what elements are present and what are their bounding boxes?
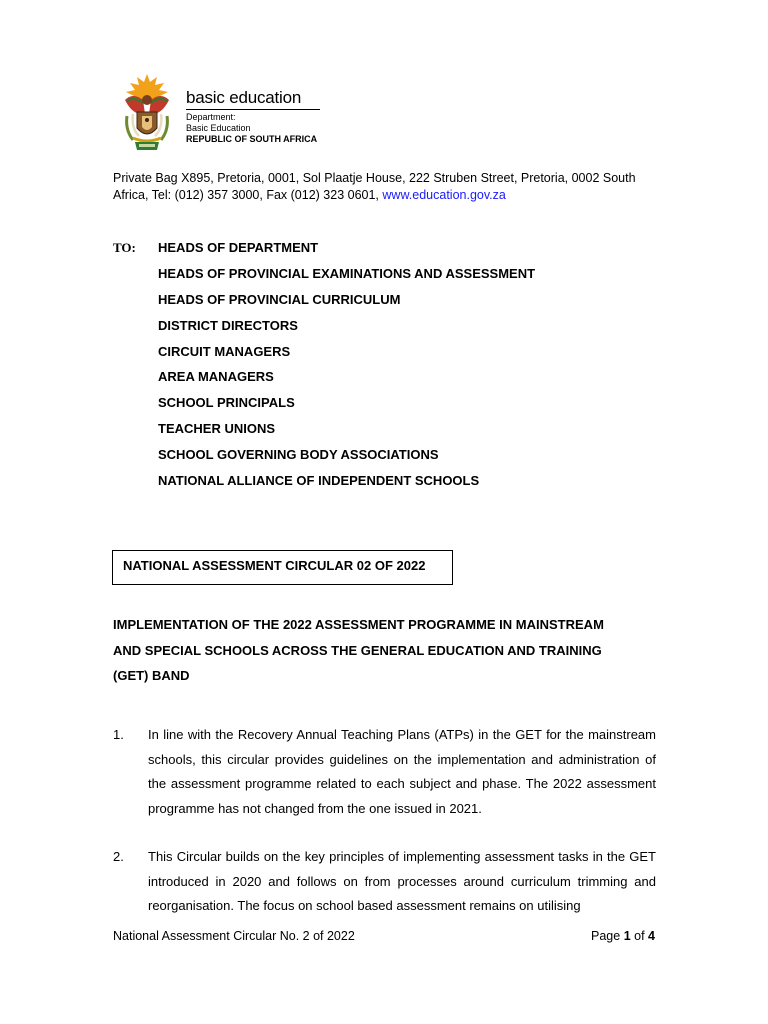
recipient-item: HEADS OF PROVINCIAL EXAMINATIONS AND ASSESSMENT: [158, 265, 536, 281]
recipient-item: CIRCUIT MANAGERS: [158, 343, 291, 359]
paragraph-text: In line with the Recovery Annual Teaching Plans (ATPs) in the GET for the mainstream schools, this circular provides guidelines on the implementation and administration of the assessment programme related to each subject and phase. The 2022 assessment programme has not changed from the one issued in 2021.: [148, 727, 656, 816]
brand-subtitle: [186, 112, 317, 145]
address-block: [113, 170, 653, 204]
coat-of-arms-icon: [119, 70, 175, 154]
brand-line-basic-education: Basic Education: [186, 123, 251, 133]
heading-line: AND SPECIAL SCHOOLS ACROSS THE GENERAL EDUCATION AND TRAINING: [113, 642, 602, 658]
recipients-label: TO:: [113, 240, 136, 255]
recipient-item: AREA MANAGERS: [158, 369, 274, 385]
footer-circular-reference: National Assessment Circular No. 2 of 2022: [113, 929, 355, 943]
recipient-item: TEACHER UNIONS: [158, 421, 276, 437]
page-number: [560, 929, 655, 943]
recipient-item: HEADS OF DEPARTMENT: [158, 240, 319, 255]
page-total: 4: [648, 929, 655, 943]
department-brand: [186, 88, 318, 144]
brand-line-country: REPUBLIC OF SOUTH AFRICA: [186, 134, 318, 144]
website-link[interactable]: www.education.gov.za: [382, 188, 506, 202]
recipient-item: SCHOOL GOVERNING BODY ASSOCIATIONS: [158, 447, 439, 463]
page-current: 1: [623, 929, 631, 943]
brand-divider: [186, 109, 320, 110]
page-of: of: [634, 929, 645, 943]
paragraph-text: This Circular builds on the key principles of implementing assessment tasks in the GET introduced in 2020 and follows on from processes around curriculum trimming and reorganisation. The focus on school based assessment remains on utilising: [148, 849, 656, 913]
circular-title-box: NATIONAL ASSESSMENT CIRCULAR 02 OF 2022: [112, 550, 453, 585]
paragraph-number: 2.: [113, 849, 124, 864]
brand-title: basic education: [186, 88, 302, 107]
heading-line: IMPLEMENTATION OF THE 2022 ASSESSMENT PROGRAMME IN MAINSTREAM: [113, 617, 604, 632]
document-heading: [113, 612, 653, 689]
recipients-list: [158, 239, 535, 498]
paragraph-number: 1.: [113, 727, 124, 742]
recipient-item: DISTRICT DIRECTORS: [158, 317, 298, 333]
page-word: Page: [591, 929, 621, 943]
recipient-item: HEADS OF PROVINCIAL CURRICULUM: [158, 291, 401, 307]
recipient-item: NATIONAL ALLIANCE OF INDEPENDENT SCHOOLS: [158, 473, 480, 489]
address-text: Private Bag X895, Pretoria, 0001, Sol Plaatje House, 222 Struben Street, Pretoria, 0002 South Africa, Tel: (012) 357 3000, Fax (012) 323 0601,: [113, 171, 636, 202]
brand-line-department: Department:: [186, 112, 236, 122]
heading-line: (GET) BAND: [113, 668, 190, 683]
paragraph-2: [113, 845, 656, 920]
paragraph-1: [113, 723, 656, 821]
recipient-item: SCHOOL PRINCIPALS: [158, 395, 295, 411]
